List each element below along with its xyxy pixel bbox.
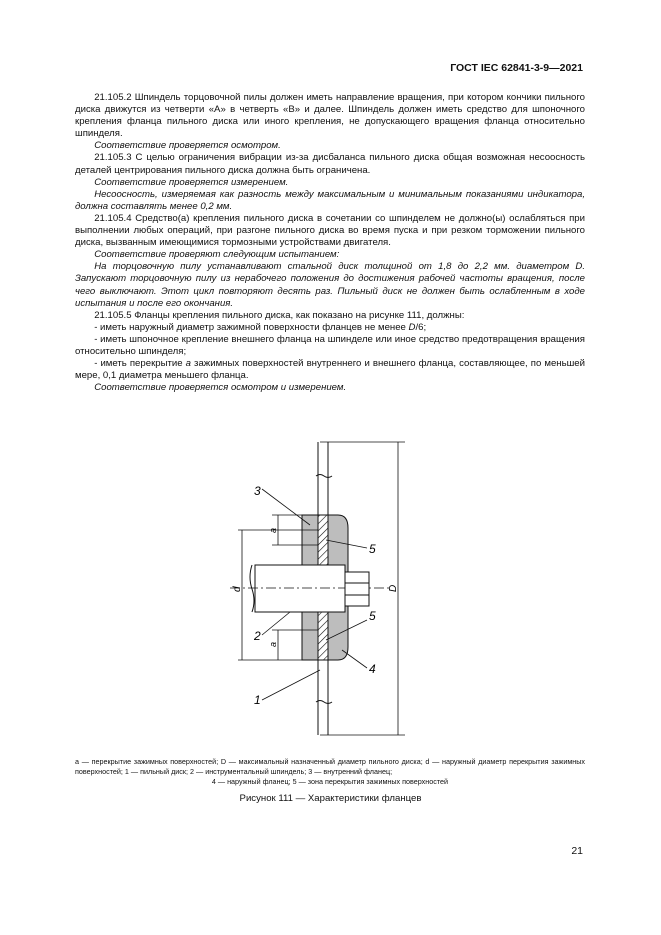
legend-line: 4 — наружный фланец; 5 — зона перекрытия зажимных поверхностей <box>211 777 449 786</box>
label-a-top: a <box>268 527 278 533</box>
paragraph: 21.105.2 Шпиндель торцовочной пилы должен иметь направление вращения, при котором кончики пильного диска движутся из четверти «А» в четверть «В» и далее. Шпиндель должен иметь средство для шпоночного крепления фланца пильного диска или иного крепления, не допускающего вращения фланца относительно шпинделя. <box>75 92 585 140</box>
label-1: 1 <box>254 693 261 707</box>
overlap-zone-bottom <box>318 610 328 660</box>
paragraph: Несоосность, измеряемая как разность между максимальным и минимальным показаниями индикатора, должна составлять менее 0,2 мм. <box>75 188 585 212</box>
paragraph: Соответствие проверяется осмотром. <box>94 140 281 152</box>
legend-line: a — перекрытие зажимных поверхностей; D — максимальный назначенный диаметр пильного диска; d — наружный диаметр перекрытия зажимных поверхностей; 1 — пильный диск; 2 — инструментальный шпиндель; 3 — внутренний фланец; <box>75 757 585 776</box>
label-a-bottom: a <box>268 641 278 647</box>
spindle <box>255 565 345 612</box>
page-number: 21 <box>571 845 583 857</box>
label-2: 2 <box>254 629 261 643</box>
label-5-top: 5 <box>369 542 376 556</box>
figure-legend <box>75 757 585 787</box>
label-4: 4 <box>369 662 376 676</box>
paragraph: 21.105.3 С целью ограничения вибрации из-за дисбаланса пильного диска общая возможная несоосность деталей центрирования пильного диска должна быть ограничена. <box>75 152 585 176</box>
nut <box>345 572 369 606</box>
paragraph: Соответствие проверяется измерением. <box>94 176 289 188</box>
paragraph: Соответствие проверяется осмотром и измерением. <box>94 382 347 394</box>
list-item: - иметь перекрытие a зажимных поверхностей внутреннего и внешнего фланца, составляющее, по меньшей мере, 0,1 диаметра меньшего фланца. <box>75 358 585 382</box>
list-item: - иметь шпоночное крепление внешнего фланца на шпинделе или иное средство предотвращения вращения относительно шпинделя; <box>75 333 585 357</box>
list-item: - иметь наружный диаметр зажимной поверхности фланцев не менее D/6; <box>94 321 427 333</box>
flange-figure <box>150 440 510 740</box>
document-header: ГОСТ IEC 62841-3-9—2021 <box>450 62 583 74</box>
label-5-bottom: 5 <box>369 609 376 623</box>
label-3: 3 <box>254 484 261 498</box>
body-text <box>75 92 585 394</box>
paragraph: 21.105.4 Средство(а) крепления пильного диска в сочетании со шпинделем не должно(ы) ослабляться при выполнении любых операций, при разгоне пильного диска во время пуска и при резком торможении пильного диска, вызванным имеющимися тормозными устройствами двигателя. <box>75 212 585 249</box>
label-D: D <box>388 584 399 592</box>
paragraph: Соответствие проверяют следующим испытанием: <box>94 249 340 261</box>
label-d: d <box>232 586 243 592</box>
figure-caption: Рисунок 111 — Характеристики фланцев <box>239 793 422 804</box>
paragraph: 21.105.5 Фланцы крепления пильного диска, как показано на рисунке 111, должны: <box>94 309 465 321</box>
paragraph: На торцовочную пилу устанавливают стальной диск толщиной от 1,8 до 2,2 мм. диаметром D. Запускают торцовочную пилу из нерабочего положения до достижения рабочей частоты вращения, после чего выключают. Этот цикл повторяют десять раз. Пильный диск не должен быть ослабленным в ходе испытания и после его окончания. <box>75 261 585 309</box>
